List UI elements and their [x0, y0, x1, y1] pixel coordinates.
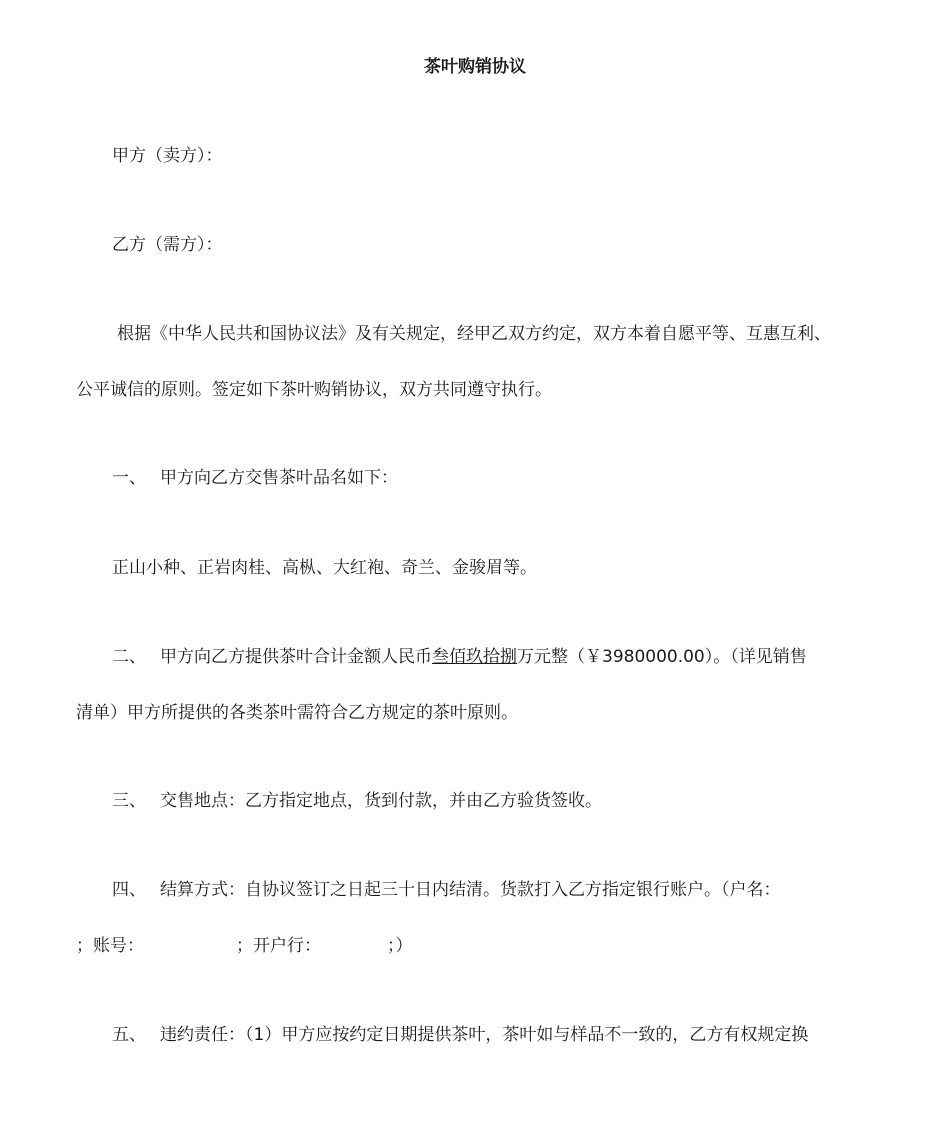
party-a-line: 甲方（卖方）：: [112, 146, 223, 166]
clause-1-number: 一、: [112, 468, 146, 488]
preamble-line-1: 根据《中华人民共和国协议法》及有关规定，经甲乙双方约定，双方本着自愿平等、互惠互利、: [117, 324, 831, 344]
clause-4-text: 结算方式：自协议签订之日起三十日内结清。货款打入乙方指定银行账户。（户名：: [160, 880, 781, 900]
clause-3: [112, 789, 602, 813]
clause-4: [112, 878, 781, 902]
clause-5-number: 五、: [112, 1025, 146, 1045]
preamble-line-2: 公平诚信的原则。签定如下茶叶购销协议，双方共同遵守执行。: [76, 380, 552, 400]
clause-3-text: 交售地点：乙方指定地点，货到付款，并由乙方验货签收。: [160, 791, 602, 811]
clause-4-line-2: [76, 934, 413, 958]
account-label: ；账号：: [76, 936, 144, 956]
clause-1: [112, 466, 398, 490]
clause-3-number: 三、: [112, 791, 146, 811]
document-title: 茶叶购销协议: [424, 57, 526, 77]
clause-1-text: 甲方向乙方交售茶叶品名如下：: [160, 468, 398, 488]
clause-5-text: 违约责任：（1）甲方应按约定日期提供茶叶，茶叶如与样品不一致的，乙方有权规定换: [160, 1025, 809, 1045]
tea-list: 正山小种、正岩肉桂、高枞、大红袍、奇兰、金骏眉等。: [112, 558, 537, 578]
clause-2-number: 二、: [112, 647, 146, 667]
bank-label: ；开户行：: [236, 936, 321, 956]
clause-2-amount-words: 叁佰玖拾捌: [432, 647, 517, 667]
clause-2: [112, 645, 807, 669]
clause-5: [112, 1023, 808, 1047]
clause-2-line-2: 清单）甲方所提供的各类茶叶需符合乙方规定的茶叶原则。: [76, 703, 518, 723]
clause-4-line-end: ；）: [387, 936, 413, 956]
clause-4-number: 四、: [112, 880, 146, 900]
clause-2-text-after: 万元整（￥3980000.00）。（详见销售: [517, 647, 807, 667]
party-b-line: 乙方（需方）：: [112, 235, 223, 255]
clause-2-text-before: 甲方向乙方提供茶叶合计金额人民币: [160, 647, 432, 667]
